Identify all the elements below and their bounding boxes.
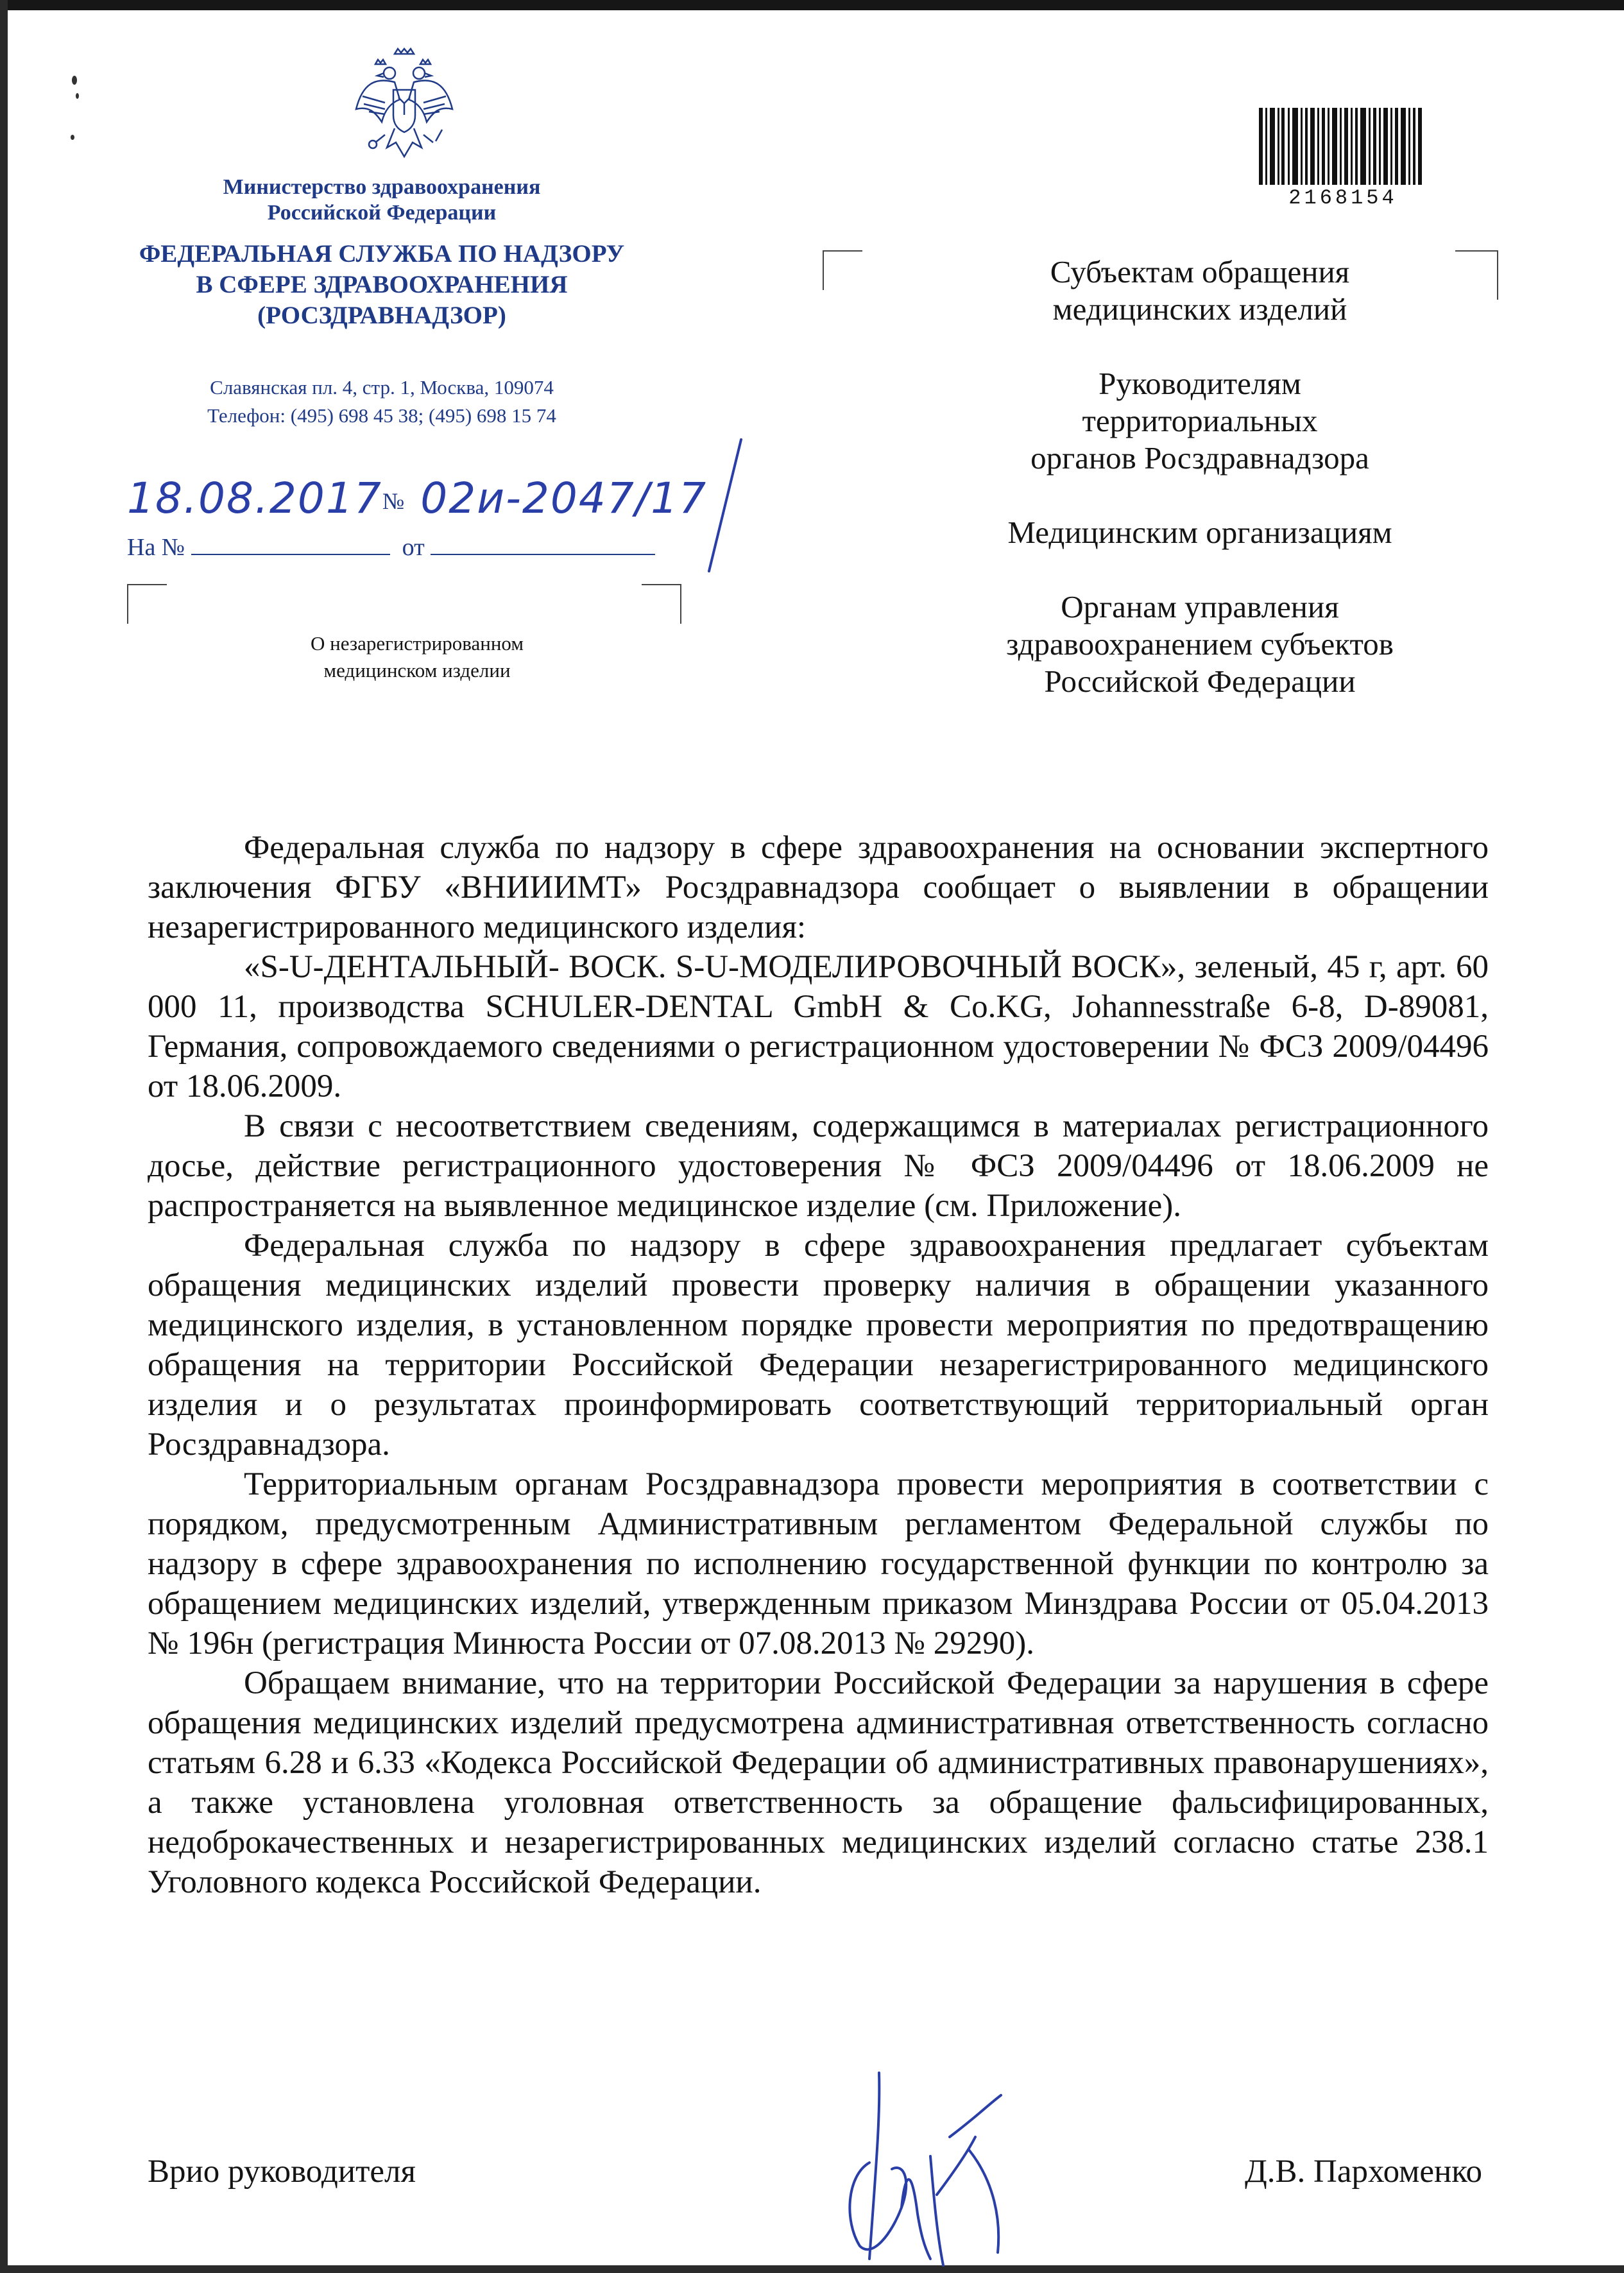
addressee-line: Субъектам обращения xyxy=(1050,254,1350,289)
signatory-name: Д.В. Пархоменко xyxy=(1245,2154,1482,2190)
body-paragraph: Федеральная служба по надзору в сфере здравоохранения на основании экспертного заключения ФГБУ «ВНИИИМТ» Росздравнадзора сообщает о выявлении в обращении незарегистрированного медицинского изделия: xyxy=(148,830,1489,945)
addressee-line: Органам управления xyxy=(1061,589,1339,624)
scan-speck xyxy=(76,93,79,99)
service-line: ФЕДЕРАЛЬНАЯ СЛУЖБА ПО НАДЗОРУ xyxy=(139,240,625,268)
addressees-block xyxy=(924,253,1476,700)
scan-speck xyxy=(72,76,77,85)
addressee-line: здравоохранением субъектов xyxy=(1006,626,1394,662)
service-line: (РОСЗДРАВНАДЗОР) xyxy=(257,302,506,329)
ministry-line: Российской Федерации xyxy=(267,201,497,225)
number-sign: № xyxy=(382,488,406,514)
addressee-line: медицинских изделий xyxy=(1052,291,1347,327)
subject-corner-left xyxy=(127,584,167,624)
registration-line xyxy=(127,474,707,523)
registration-number: 02и-2047/17 xyxy=(420,474,708,523)
reference-from-label: от xyxy=(402,534,425,561)
letter-subject xyxy=(186,630,648,684)
registration-date: 18.08.2017 xyxy=(127,474,382,523)
addressee-group xyxy=(924,365,1476,477)
ministry-name xyxy=(128,175,635,226)
addressee-line: органов Росздравнадзора xyxy=(1030,440,1369,476)
scan-speck xyxy=(71,135,74,140)
letterhead-address xyxy=(96,373,667,430)
coat-of-arms-icon xyxy=(350,45,459,164)
addressee-line: Руководителям xyxy=(1098,366,1301,401)
addressee-line: территориальных xyxy=(1082,403,1318,438)
handwritten-slash xyxy=(696,436,748,574)
reference-label: На № xyxy=(127,534,185,561)
body-paragraph: Федеральная служба по надзору в сфере здравоохранения предлагает субъектам обращения медицинских изделий провести проверку наличия в обращении указанного медицинского изделия, в установленном порядке провести мероприятия по предотвращению обращения на территории Российской Федерации незарегистрированного медицинского изделия и о результатах проинформировать соответствующий территориальный орган Росздравнадзора. xyxy=(148,1228,1489,1462)
subject-line: медицинском изделии xyxy=(323,659,511,682)
addressee-group xyxy=(924,588,1476,700)
reference-number-blank xyxy=(191,533,390,555)
addressee-corner-left xyxy=(823,250,862,290)
addressee-line: Медицинским организациям xyxy=(1007,515,1392,550)
letter-body xyxy=(148,828,1489,1902)
scan-border-bottom xyxy=(0,2265,1624,2273)
body-paragraph: Территориальным органам Росздравнадзора провести мероприятия в соответствии с порядком, предусмотренным Административным регламентом Федеральной службы по надзору в сфере здравоохранения по исполнению государственной функции по контролю за обращением медицинских изделий, утвержденным приказом Минздрава России от 05.04.2013 № 196н (регистрация Минюста России от 07.08.2013 № 29290). xyxy=(148,1466,1489,1661)
barcode-number: 2168154 xyxy=(1288,186,1397,210)
phone-line: Телефон: (495) 698 45 38; (495) 698 15 74 xyxy=(207,404,556,427)
addressee-line: Российской Федерации xyxy=(1044,664,1356,699)
reference-line xyxy=(127,533,655,562)
service-name xyxy=(96,239,667,331)
ministry-line: Министерство здравоохранения xyxy=(223,175,541,199)
body-paragraph: «S-U-ДЕНТАЛЬНЫЙ- ВОСК. S-U-МОДЕЛИРОВОЧНЫЙ ВОСК», зеленый, 45 г, арт. 60 000 11, производства SCHULER-DENTAL GmbH & Co.KG, Johannesstraße 6-8, D-89081, Германия, сопровождаемого сведениями о регистрационном удостоверении № ФСЗ 2009/04496 от 18.06.2009. xyxy=(148,949,1489,1104)
scan-border-left xyxy=(0,0,8,2273)
subject-line: О незарегистрированном xyxy=(311,632,524,655)
body-paragraph: Обращаем внимание, что на территории Российской Федерации за нарушения в сфере обращения медицинских изделий предусмотрена административная ответственность согласно статьям 6.28 и 6.33 «Кодекса Российской Федерации об административных правонарушениях», а также установлена уголовная ответственность за обращение фальсифицированных, недоброкачественных и незарегистрированных медицинских изделий согласно статье 238.1 Уголовного кодекса Российской Федерации. xyxy=(148,1665,1489,1900)
address-line: Славянская пл. 4, стр. 1, Москва, 109074 xyxy=(210,376,554,399)
addressee-group xyxy=(924,514,1476,551)
body-paragraph: В связи с несоответствием сведениям, содержащимся в материалах регистрационного досье, действие регистрационного удостоверения № ФСЗ 2009/04496 от 18.06.2009 не распространяется на выявленное медицинское изделие (см. Приложение). xyxy=(148,1108,1489,1224)
scan-border-top xyxy=(0,0,1624,10)
addressee-group xyxy=(924,253,1476,328)
barcode xyxy=(1259,108,1426,185)
handwritten-signature xyxy=(841,2066,1046,2272)
signatory-position: Врио руководителя xyxy=(148,2154,416,2190)
reference-date-blank xyxy=(431,533,655,555)
service-line: В СФЕРЕ ЗДРАВООХРАНЕНИЯ xyxy=(196,271,568,298)
subject-corner-right xyxy=(642,584,681,624)
